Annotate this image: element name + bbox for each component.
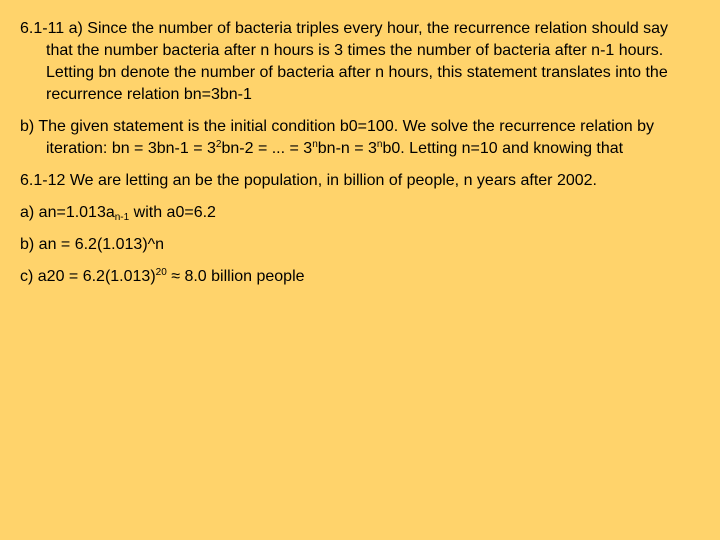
problem-12-intro-text: 6.1-12 We are letting an be the population, in billion of people, n years after 2002. xyxy=(20,172,597,189)
problem-11-part-a xyxy=(20,18,696,106)
problem-12-intro xyxy=(20,170,696,192)
problem-12-part-a-sub: n-1 xyxy=(114,212,130,223)
problem-12-part-c xyxy=(20,266,696,288)
problem-12-part-b xyxy=(20,234,696,256)
problem-11-part-a-text: 6.1-11 a) Since the number of bacteria triples every hour, the recurrence relation should say that the number bacteria after n hours is 3 times the number of bacteria after n-1 hours. Letting bn denote the number of bacteria after n hours, this statement translates into the recurrence relation bn=3bn-1 xyxy=(20,20,669,103)
problem-12-part-c-text-1: c) a20 = 6.2(1.013) xyxy=(20,268,156,285)
problem-12-part-a-text-2: with a0=6.2 xyxy=(129,204,216,221)
problem-11-part-b-sup-1: 2 xyxy=(215,139,222,150)
problem-11-part-b-sup-3: n xyxy=(376,139,383,150)
problem-12-part-b-text: b) an = 6.2(1.013)^n xyxy=(20,236,165,253)
problem-11-part-b-text-4: b0. Letting n=10 and knowing that xyxy=(382,140,624,157)
problem-12-part-c-text-2: ≈ 8.0 billion people xyxy=(166,268,305,285)
problem-11-part-b-text-3: bn-n = 3 xyxy=(317,140,377,157)
problem-11-part-b-text-1: b) The given statement is the initial condition b0=100. We solve the recurrence relation by iteration: bn = 3bn-1 = 3 xyxy=(20,118,654,157)
problem-11-part-b xyxy=(20,116,696,160)
problem-11-part-b-text-2: bn-2 = ... = 3 xyxy=(221,140,313,157)
problem-12-part-a-text-1: a) an=1.013a xyxy=(20,204,115,221)
problem-12-part-a xyxy=(20,202,696,224)
problem-12-part-c-sup: 20 xyxy=(155,267,167,278)
problem-11-part-b-sup-2: n xyxy=(312,139,318,150)
